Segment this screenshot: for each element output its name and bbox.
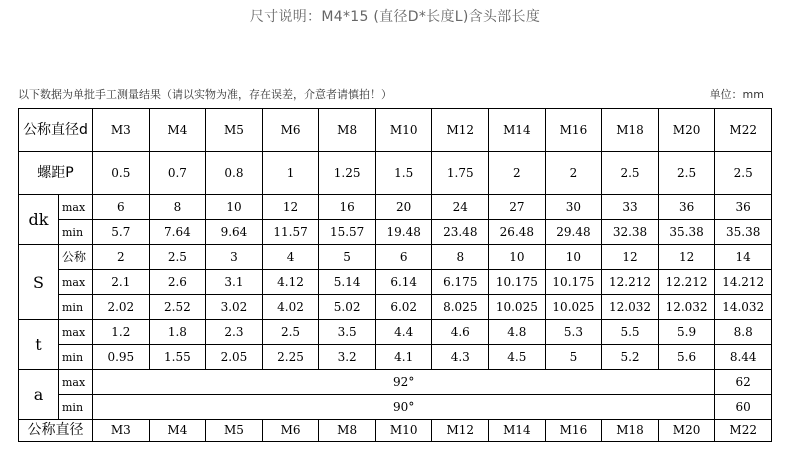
dk-max-cell: 10 [206,195,263,220]
pitch-cell: 1 [262,152,319,195]
t-max-cell: 1.2 [93,320,150,345]
footer-size-cell: M4 [149,420,206,442]
size-row [19,109,772,152]
size-cell: M4 [149,109,206,152]
dk-max-cell: 36 [658,195,715,220]
a-max-label: max [59,370,93,395]
t-min-cell: 4.1 [375,345,432,370]
s-min-cell: 12.032 [602,295,659,320]
a-min-label: min [59,395,93,420]
pitch-cell: 2.5 [602,152,659,195]
s-max-cell: 3.1 [206,270,263,295]
dk-min-cell: 7.64 [149,220,206,245]
spec-table [18,108,772,442]
t-max-cell: 4.6 [432,320,489,345]
s-nominal-row [19,245,772,270]
s-nominal-cell: 12 [602,245,659,270]
s-max-cell: 6.175 [432,270,489,295]
s-nominal-cell: 8 [432,245,489,270]
dk-min-cell: 9.64 [206,220,263,245]
footer-size-cell: M10 [375,420,432,442]
measurement-note: 以下数据为单批手工测量结果（请以实物为准，存在误差，介意者请慎拍！） [18,88,392,101]
s-max-cell: 6.14 [375,270,432,295]
dk-min-cell: 26.48 [489,220,546,245]
pitch-row [19,152,772,195]
dk-min-cell: 5.7 [93,220,150,245]
size-cell: M22 [715,109,772,152]
t-max-cell: 8.8 [715,320,772,345]
pitch-cell: 1.75 [432,152,489,195]
s-min-cell: 3.02 [206,295,263,320]
dk-min-row [19,220,772,245]
pitch-cell: 2.5 [658,152,715,195]
s-label: S [19,245,59,320]
a-min-last-value: 60 [715,395,772,420]
dk-label: dk [19,195,59,245]
s-max-cell: 5.14 [319,270,376,295]
dk-max-row [19,195,772,220]
t-max-cell: 1.8 [149,320,206,345]
t-label: t [19,320,59,370]
s-nominal-cell: 12 [658,245,715,270]
s-nominal-cell: 4 [262,245,319,270]
a-max-common-value: 92° [93,370,715,395]
a-min-common-value: 90° [93,395,715,420]
t-min-label: min [59,345,93,370]
pitch-label: 螺距P [19,152,93,195]
dk-min-cell: 35.38 [658,220,715,245]
s-min-cell: 12.032 [658,295,715,320]
dk-max-cell: 27 [489,195,546,220]
footer-diameter-label: 公称直径 [19,420,93,442]
t-min-cell: 3.2 [319,345,376,370]
t-min-cell: 0.95 [93,345,150,370]
s-max-cell: 12.212 [658,270,715,295]
size-cell: M18 [602,109,659,152]
t-min-cell: 2.25 [262,345,319,370]
s-nominal-cell: 14 [715,245,772,270]
page-title: 尺寸说明：M4*15 (直径D*长度L)含头部长度 [249,9,541,25]
footer-size-cell: M20 [658,420,715,442]
dk-max-cell: 24 [432,195,489,220]
size-cell: M20 [658,109,715,152]
size-cell: M5 [206,109,263,152]
pitch-cell: 2.5 [715,152,772,195]
size-cell: M8 [319,109,376,152]
s-min-cell: 2.52 [149,295,206,320]
t-min-cell: 5.2 [602,345,659,370]
pitch-cell: 0.8 [206,152,263,195]
s-nominal-cell: 5 [319,245,376,270]
pitch-cell: 0.7 [149,152,206,195]
t-min-cell: 4.3 [432,345,489,370]
t-max-row [19,320,772,345]
footer-size-cell: M14 [489,420,546,442]
s-min-cell: 10.025 [545,295,602,320]
t-min-cell: 2.05 [206,345,263,370]
size-cell: M10 [375,109,432,152]
dk-min-cell: 19.48 [375,220,432,245]
dk-min-cell: 35.38 [715,220,772,245]
dk-max-cell: 30 [545,195,602,220]
s-max-cell: 12.212 [602,270,659,295]
s-max-cell: 10.175 [489,270,546,295]
a-max-last-value: 62 [715,370,772,395]
s-max-label: max [59,270,93,295]
s-max-cell: 2.1 [93,270,150,295]
dk-max-label: max [59,195,93,220]
t-min-cell: 4.5 [489,345,546,370]
s-nominal-cell: 10 [545,245,602,270]
dk-min-cell: 29.48 [545,220,602,245]
s-nominal-cell: 2 [93,245,150,270]
pitch-cell: 1.5 [375,152,432,195]
s-min-cell: 5.02 [319,295,376,320]
pitch-cell: 1.25 [319,152,376,195]
footer-size-cell: M3 [93,420,150,442]
t-max-cell: 3.5 [319,320,376,345]
t-max-cell: 4.8 [489,320,546,345]
a-label: a [19,370,59,420]
t-min-cell: 8.44 [715,345,772,370]
t-min-cell: 5.6 [658,345,715,370]
size-cell: M3 [93,109,150,152]
t-max-cell: 4.4 [375,320,432,345]
t-max-cell: 5.5 [602,320,659,345]
t-max-label: max [59,320,93,345]
s-min-cell: 2.02 [93,295,150,320]
size-cell: M6 [262,109,319,152]
footer-size-cell: M5 [206,420,263,442]
dk-max-cell: 33 [602,195,659,220]
nominal-diameter-label: 公称直径d [19,109,93,152]
t-max-cell: 2.5 [262,320,319,345]
dk-max-cell: 8 [149,195,206,220]
dk-max-cell: 12 [262,195,319,220]
s-max-cell: 2.6 [149,270,206,295]
s-max-row [19,270,772,295]
dk-max-cell: 36 [715,195,772,220]
s-max-cell: 4.12 [262,270,319,295]
s-min-cell: 6.02 [375,295,432,320]
s-max-cell: 14.212 [715,270,772,295]
footer-size-cell: M22 [715,420,772,442]
s-min-row [19,295,772,320]
s-min-cell: 4.02 [262,295,319,320]
s-min-cell: 14.032 [715,295,772,320]
dk-min-cell: 11.57 [262,220,319,245]
size-cell: M12 [432,109,489,152]
t-max-cell: 2.3 [206,320,263,345]
a-min-row [19,395,772,420]
t-max-cell: 5.9 [658,320,715,345]
dk-min-cell: 23.48 [432,220,489,245]
footer-size-cell: M12 [432,420,489,442]
dk-max-cell: 16 [319,195,376,220]
s-min-cell: 10.025 [489,295,546,320]
unit-label: 单位：mm [709,88,764,101]
t-min-cell: 5 [545,345,602,370]
pitch-cell: 2 [545,152,602,195]
s-max-cell: 10.175 [545,270,602,295]
s-min-cell: 8.025 [432,295,489,320]
size-cell: M16 [545,109,602,152]
pitch-cell: 2 [489,152,546,195]
footer-size-cell: M6 [262,420,319,442]
s-nominal-cell: 2.5 [149,245,206,270]
dk-min-label: min [59,220,93,245]
s-nominal-cell: 6 [375,245,432,270]
footer-size-cell: M18 [602,420,659,442]
s-nominal-cell: 10 [489,245,546,270]
size-cell: M14 [489,109,546,152]
footer-size-cell: M8 [319,420,376,442]
footer-size-row [19,420,772,442]
dk-max-cell: 20 [375,195,432,220]
t-min-row [19,345,772,370]
dk-min-cell: 15.57 [319,220,376,245]
s-min-label: min [59,295,93,320]
footer-size-cell: M16 [545,420,602,442]
t-max-cell: 5.3 [545,320,602,345]
t-min-cell: 1.55 [149,345,206,370]
a-max-row [19,370,772,395]
s-nominal-label: 公称 [59,245,93,270]
s-nominal-cell: 3 [206,245,263,270]
dk-min-cell: 32.38 [602,220,659,245]
dk-max-cell: 6 [93,195,150,220]
pitch-cell: 0.5 [93,152,150,195]
